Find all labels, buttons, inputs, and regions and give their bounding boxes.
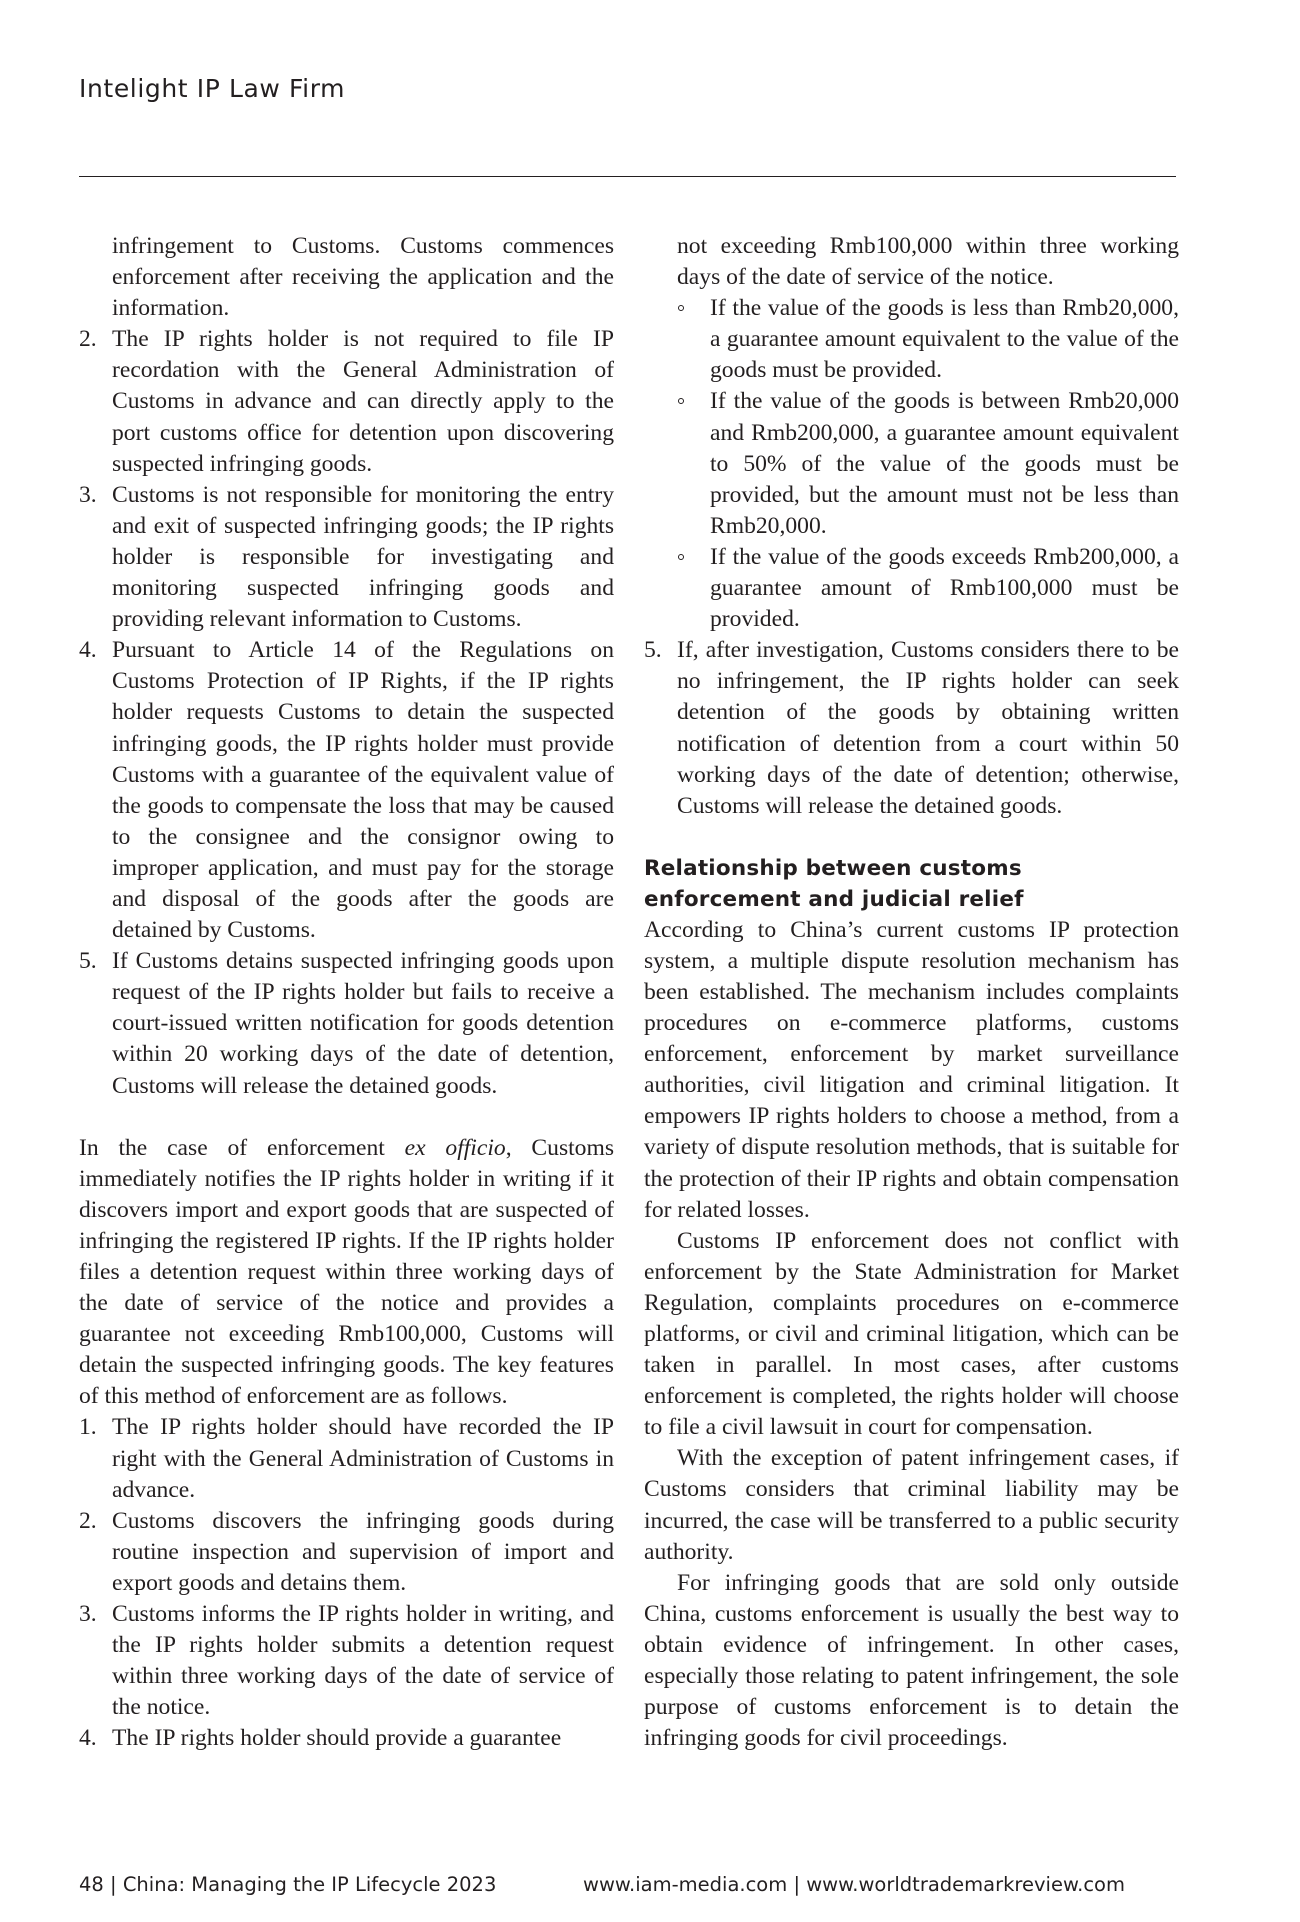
list-item: 4. Pursuant to Article 14 of the Regulations on Customs Protection of IP Rights, if the IP rights holder requests Customs to detain the suspected infringing goods, the IP rights holder must provide Customs with a guarantee of the equivalent value of the goods to compensate the loss that may be caused to the consignee and the consignor owing to improper application, and must pay for the storage and disposal of the goods after the goods are detained by Customs. xyxy=(79,637,614,944)
list-continuation: infringement to Customs. Customs commences enforcement after receiving the application and the information. xyxy=(112,233,614,322)
list-item: 4. The IP rights holder should provide a guarantee xyxy=(79,1725,562,1752)
footer-link-iam[interactable]: www.iam-media.com xyxy=(583,1873,788,1896)
customs-application-list xyxy=(79,324,614,1101)
bullet-item: If the value of the goods exceeds Rmb200,000, a guarantee amount of Rmb100,000 must be provided. xyxy=(644,542,1179,635)
list-item: 2. The IP rights holder is not required to file IP recordation with the General Administration of Customs in advance and can directly apply to the port customs office for detention upon discovering suspected infringing goods. xyxy=(79,326,614,477)
bullet-item: If the value of the goods is between Rmb20,000 and Rmb200,000, a guarantee amount equivalent to 50% of the value of the goods must be provided, but the amount must not be less than Rmb20,000. xyxy=(644,386,1179,541)
left-column xyxy=(79,231,614,1755)
ex-officio-features-list xyxy=(79,1412,614,1754)
footer-link-wtr[interactable]: www.worldtrademarkreview.com xyxy=(806,1873,1125,1896)
list-item: 1. The IP rights holder should have recorded the IP right with the General Administration of Customs in advance. xyxy=(79,1414,614,1503)
footer-right xyxy=(583,1873,1125,1896)
bullet-icon xyxy=(678,554,684,560)
footer-separator: | xyxy=(110,1873,117,1896)
running-header: Intelight IP Law Firm xyxy=(79,74,346,103)
header-rule xyxy=(79,176,1176,177)
list-item: 2. Customs discovers the infringing goods during routine inspection and supervision of import and export goods and detains them. xyxy=(79,1507,614,1596)
guarantee-bullet-list xyxy=(644,293,1179,635)
ex-officio-features-list-cont xyxy=(644,635,1179,822)
footer-separator: | xyxy=(793,1873,801,1896)
body-paragraph: According to China’s current customs IP protection system, a multiple dispute resolution mechanism has been established. The mechanism includes complaints procedures on e-commerce platforms, customs enforcement, enforcement by market surveillance authorities, civil litigation and criminal litigation. It empowers IP rights holders to choose a method, from a variety of dispute resolution methods, that is suitable for the protection of their IP rights and obtain compensation for related losses. xyxy=(644,916,1179,1223)
bullet-icon xyxy=(678,305,684,311)
page-number: 48 xyxy=(79,1873,104,1896)
list-item: 5. If, after investigation, Customs considers there to be no infringement, the IP rights holder can seek detention of the goods by obtaining written notification of detention from a court within 50 working days of the date of detention; otherwise, Customs will release the detained goods. xyxy=(644,637,1179,819)
body-paragraph: For infringing goods that are sold only outside China, customs enforcement is usually the best way to obtain evidence of infringement. In other cases, especially those relating to patent infringement, the sole purpose of customs enforcement is to detain the infringing goods for civil proceedings. xyxy=(644,1569,1179,1752)
list-continuation: not exceeding Rmb100,000 within three working days of the date of service of the notice. xyxy=(677,233,1179,291)
list-item: 3. Customs informs the IP rights holder in writing, and the IP rights holder submits a detention request within three working days of the date of service of the notice. xyxy=(79,1601,614,1721)
footer-left xyxy=(79,1873,496,1896)
body-paragraph: Customs IP enforcement does not conflict with enforcement by the State Administration for Market Regulation, complaints procedures on e-commerce platforms, or civil and criminal litigation, which can be taken in parallel. In most cases, after customs enforcement is completed, the rights holder will choose to file a civil lawsuit in court for compensation. xyxy=(644,1227,1179,1441)
bullet-icon xyxy=(678,398,684,404)
ex-officio-paragraph: In the case of enforcement ex officio, Customs immediately notifies the IP rights holder in writing if it discovers import and export goods that are suspected of infringing the registered IP rights. If the IP rights holder files a detention request within three working days of the date of service of the notice and provides a guarantee not exceeding Rmb100,000, Customs will detain the suspected infringing goods. The key features of this method of enforcement are as follows. xyxy=(79,1134,615,1410)
list-item: 5. If Customs detains suspected infringing goods upon request of the IP rights holder but fails to receive a court-issued written notification for goods detention within 20 working days of the date of detention, Customs will release the detained goods. xyxy=(79,948,614,1099)
publication-title: China: Managing the IP Lifecycle 2023 xyxy=(122,1873,497,1896)
bullet-item: If the value of the goods is less than Rmb20,000, a guarantee amount equivalent to the value of the goods must be provided. xyxy=(644,293,1179,386)
list-item: 3. Customs is not responsible for monitoring the entry and exit of suspected infringing goods; the IP rights holder is responsible for investigating and monitoring suspected infringing goods and providing relevant information to Customs. xyxy=(79,481,614,633)
body-paragraph: With the exception of patent infringement cases, if Customs considers that criminal liability may be incurred, the case will be transferred to a public security authority. xyxy=(644,1445,1179,1565)
section-subheading: Relationship between customs enforcement and judicial relief xyxy=(644,855,1024,912)
right-column xyxy=(644,231,1179,1754)
